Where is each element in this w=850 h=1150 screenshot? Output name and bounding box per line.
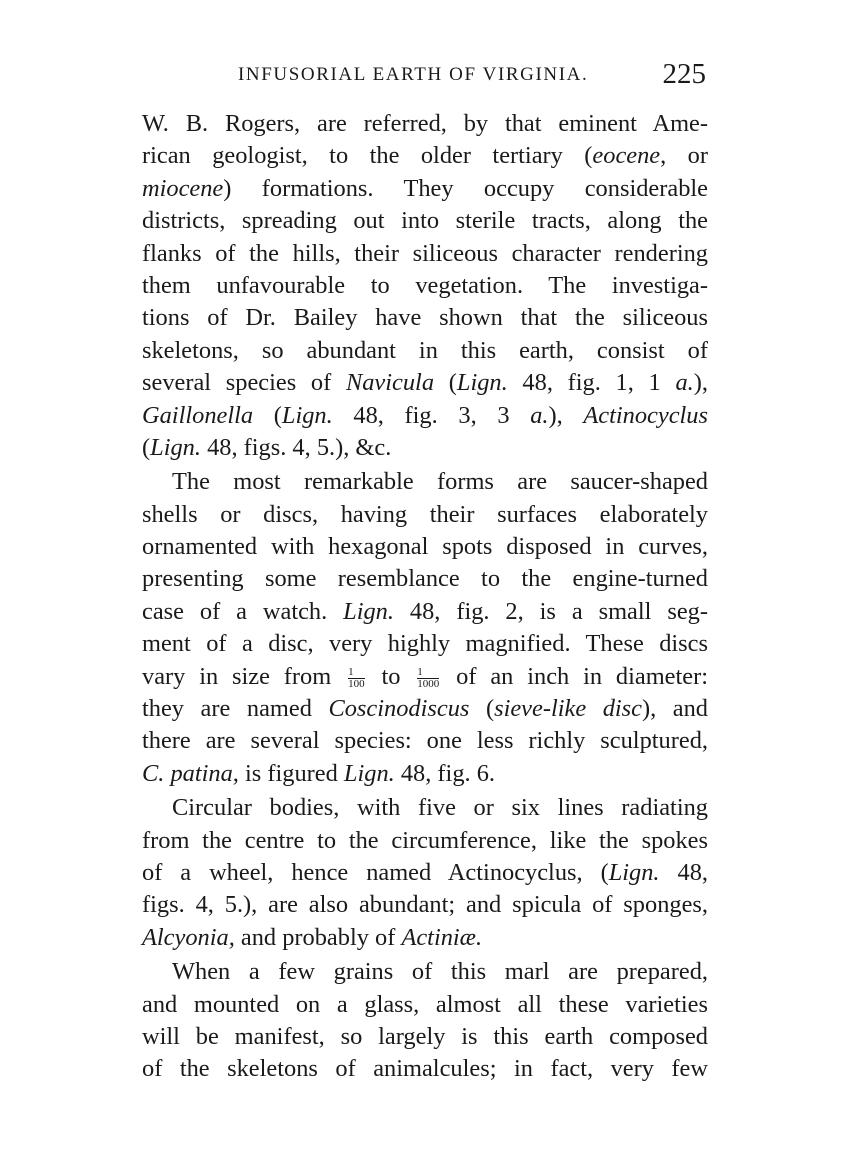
italic-text: a. bbox=[675, 369, 694, 397]
italic-text: Coscinodiscus bbox=[328, 695, 470, 723]
text-line: The most remarkable forms are saucer-shaped bbox=[172, 468, 708, 496]
text-line: Gaillonella (Lign. 48, fig. 3, 3 a.), Actinocyclus bbox=[142, 401, 708, 429]
text-line: Circular bodies, with five or six lines radiating bbox=[172, 794, 708, 822]
text-line: presenting some resemblance to the engine-turned bbox=[142, 565, 708, 593]
text-line: case of a watch. Lign. 48, fig. 2, is a small seg- bbox=[142, 597, 708, 625]
page-number: 225 bbox=[662, 58, 706, 90]
text-line: miocene) formations. They occupy considerable bbox=[142, 174, 708, 202]
text-line: tions of Dr. Bailey have shown that the siliceous bbox=[142, 304, 708, 332]
body-text bbox=[142, 108, 708, 1086]
italic-text: Alcyonia, bbox=[142, 923, 235, 951]
italic-text: Lign. bbox=[608, 858, 660, 886]
italic-text: Lign. bbox=[343, 759, 395, 787]
text-line: will be manifest, so largely is this earth composed bbox=[142, 1022, 708, 1050]
text-line: there are several species: one less richly sculptured, bbox=[142, 727, 708, 755]
italic-text: Gaillonella bbox=[142, 401, 254, 429]
text-line: C. patina, is figured Lign. 48, fig. 6. bbox=[142, 759, 496, 787]
text-line: vary in size from $\frac{1}{100}$ to $\frac{1}{1000}$ of an inch in diameter: bbox=[142, 662, 708, 690]
text-line: of a wheel, hence named Actinocyclus, (Lign. 48, bbox=[142, 858, 708, 886]
paragraph bbox=[142, 792, 708, 954]
italic-text: a. bbox=[530, 401, 549, 429]
text-line: they are named Coscinodiscus (sieve-like disc), and bbox=[142, 695, 708, 723]
text-line: ment of a disc, very highly magnified. These discs bbox=[142, 630, 708, 658]
text-line: of the skeletons of animalcules; in fact, very few bbox=[142, 1055, 708, 1083]
paragraph bbox=[142, 466, 708, 790]
text-line: districts, spreading out into sterile tracts, along the bbox=[142, 207, 708, 235]
italic-text: Lign. bbox=[456, 369, 508, 397]
italic-text: C. patina, bbox=[142, 759, 239, 787]
italic-text: eocene bbox=[592, 142, 661, 170]
fraction: $\frac{1}{1000}$ bbox=[417, 665, 440, 690]
text-line: shells or discs, having their surfaces elaborately bbox=[142, 500, 708, 528]
text-line: figs. 4, 5.), are also abundant; and spicula of sponges, bbox=[142, 891, 708, 919]
fraction: $\frac{1}{100}$ bbox=[348, 665, 365, 690]
italic-text: Actinocyclus bbox=[583, 401, 708, 429]
text-line: W. B. Rogers, are referred, by that eminent Ame- bbox=[142, 110, 708, 137]
text-line: them unfavourable to vegetation. The investiga- bbox=[142, 271, 708, 299]
text-line: several species of Navicula (Lign. 48, fig. 1, 1 a.), bbox=[142, 369, 708, 397]
text-line: and mounted on a glass, almost all these varieties bbox=[142, 990, 708, 1018]
text-line: When a few grains of this marl are prepared, bbox=[172, 958, 708, 986]
text-line: skeletons, so abundant in this earth, consist of bbox=[142, 336, 708, 364]
text-line: from the centre to the circumference, like the spokes bbox=[142, 826, 708, 854]
italic-text: sieve-like disc bbox=[494, 695, 642, 723]
text-line: ornamented with hexagonal spots disposed in curves, bbox=[142, 533, 708, 561]
paragraph bbox=[142, 956, 708, 1086]
italic-text: miocene bbox=[142, 174, 224, 202]
text-line: flanks of the hills, their siliceous character rendering bbox=[142, 239, 708, 267]
italic-text: Lign. bbox=[343, 597, 394, 625]
italic-text: Lign. bbox=[150, 433, 201, 461]
italic-text: Actiniæ. bbox=[401, 923, 483, 951]
page-header bbox=[142, 58, 708, 98]
italic-text: Lign. bbox=[281, 401, 333, 429]
text-line: (Lign. 48, figs. 4, 5.), &c. bbox=[142, 433, 392, 461]
text-line: Alcyonia, and probably of Actiniæ. bbox=[142, 923, 483, 951]
italic-text: Navicula bbox=[345, 369, 435, 397]
running-title: INFUSORIAL EARTH OF VIRGINIA. bbox=[238, 64, 589, 85]
paragraph bbox=[142, 108, 708, 464]
text-line: rican geologist, to the older tertiary (eocene, or bbox=[142, 142, 708, 170]
